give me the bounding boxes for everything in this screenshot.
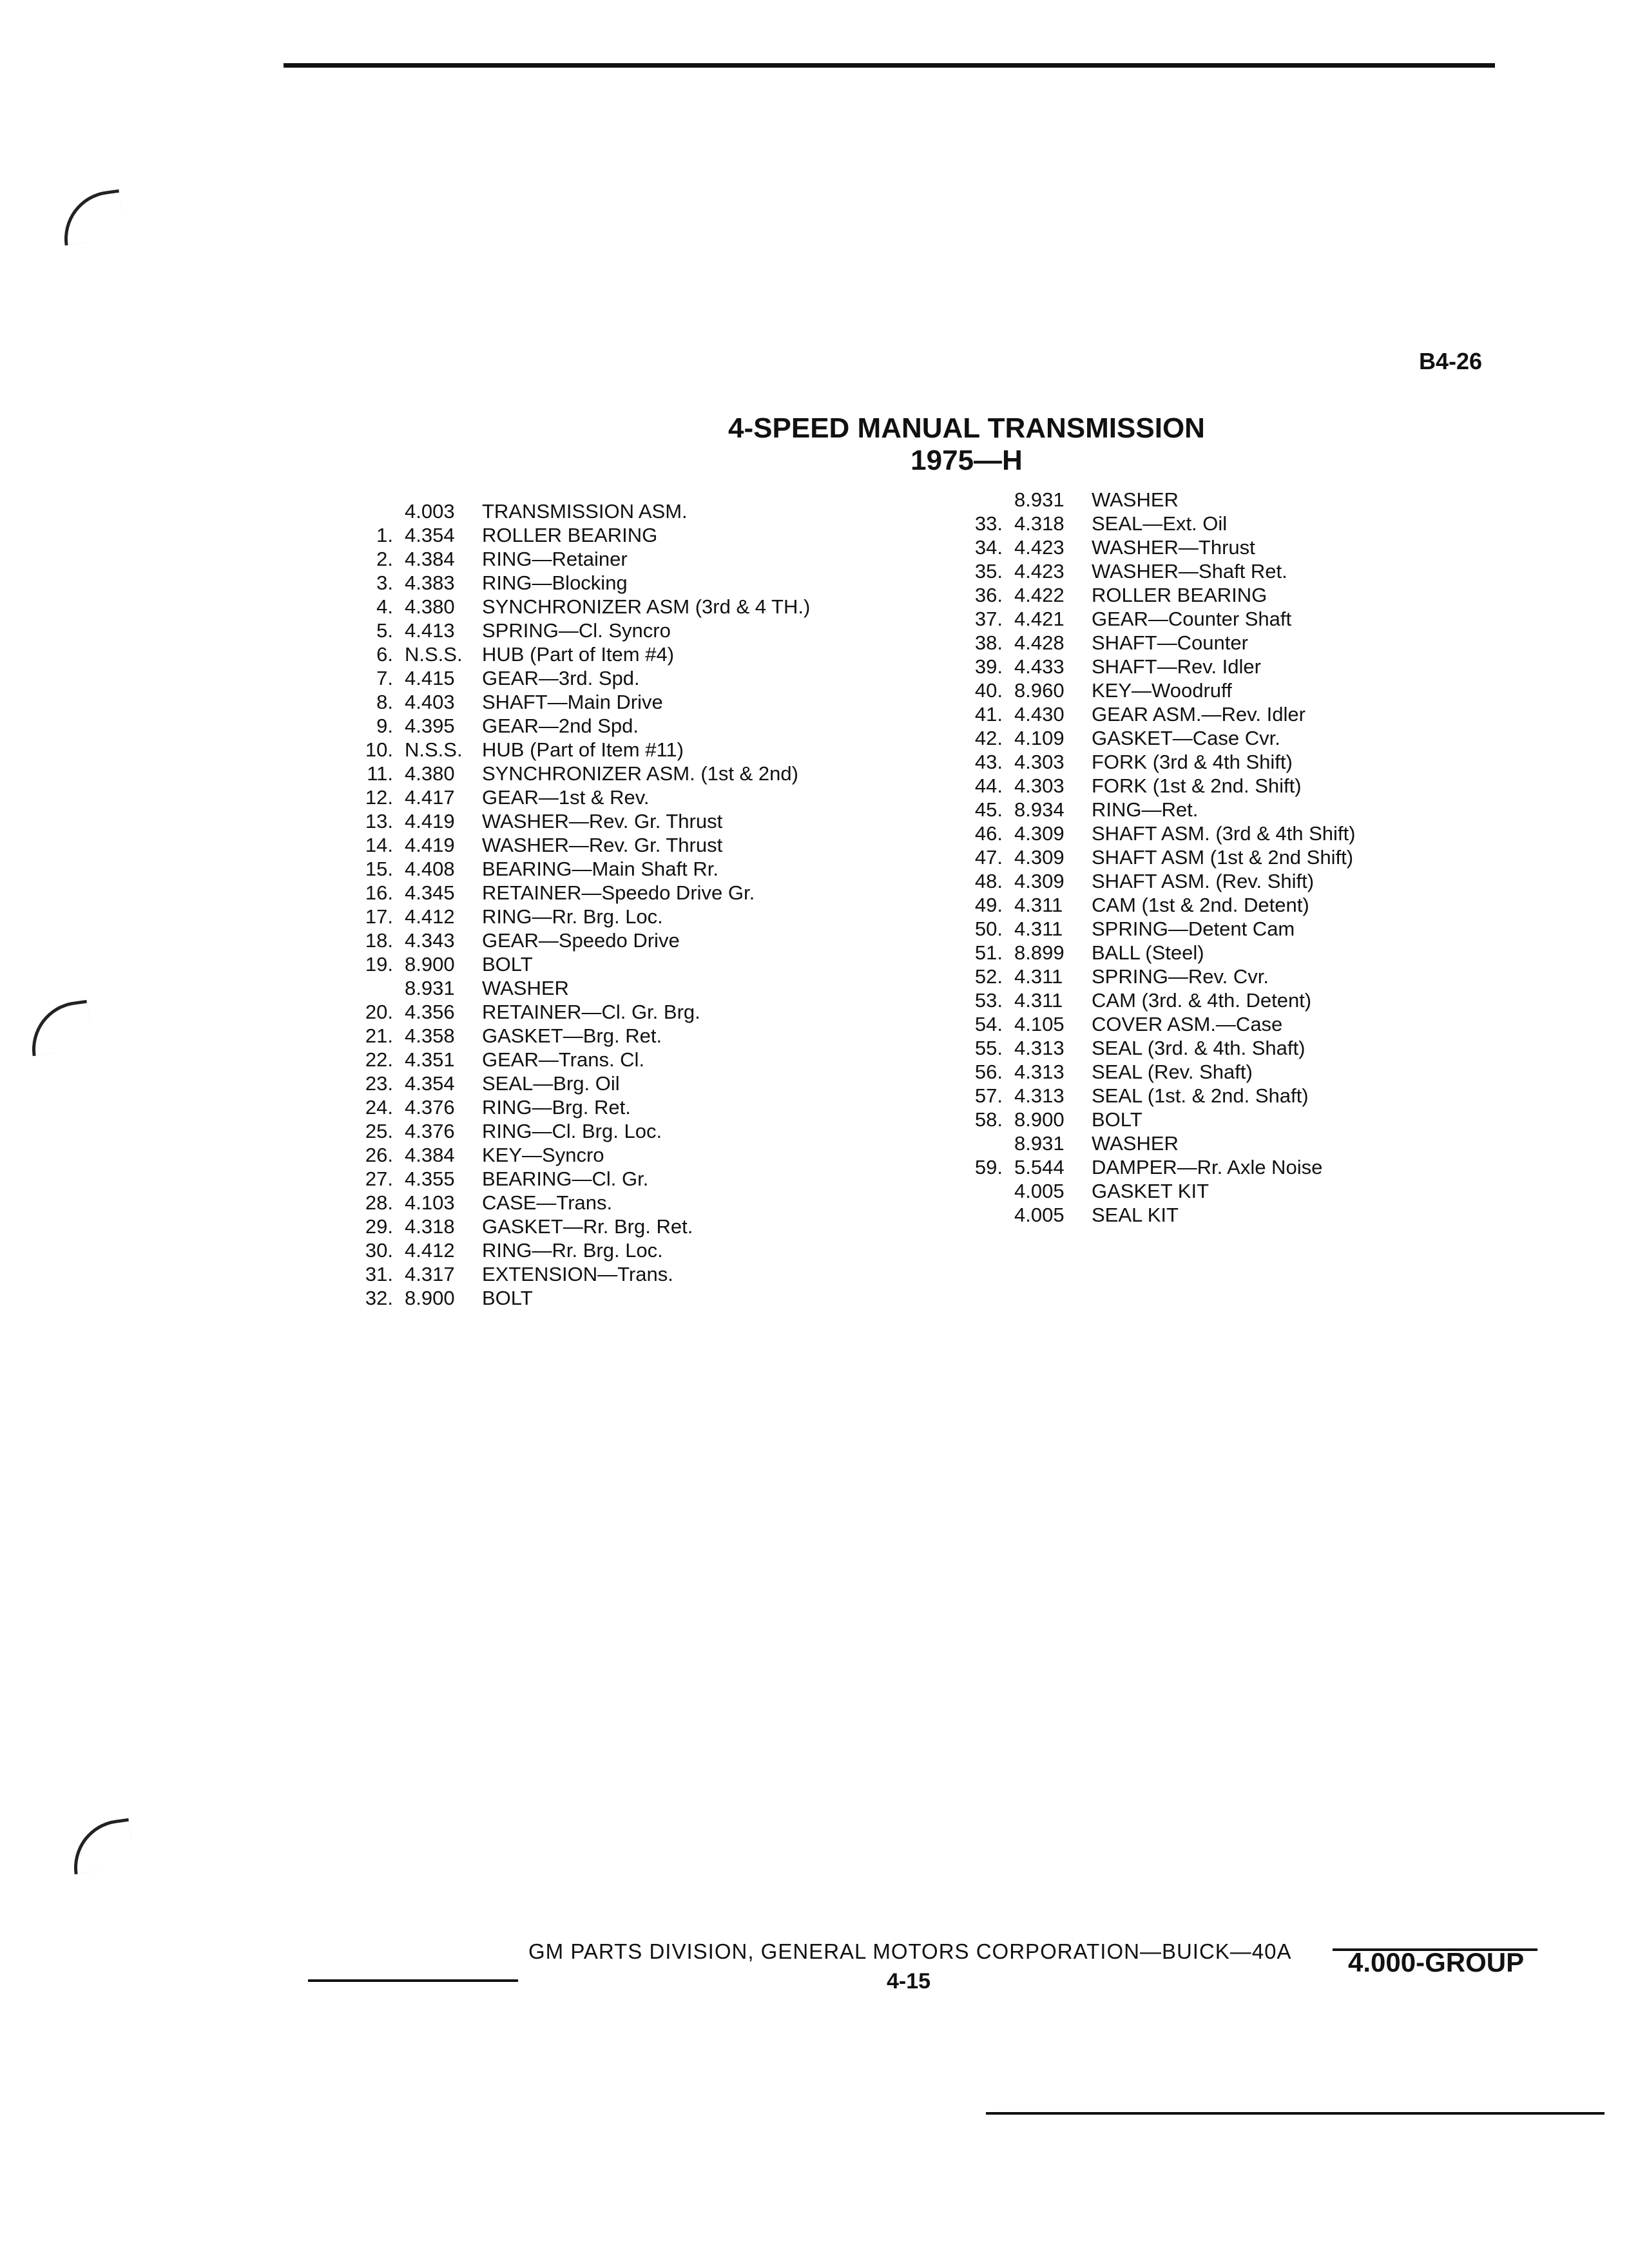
part-item-number [335, 499, 405, 523]
part-item-number: 18. [365, 929, 393, 952]
part-description: FORK (3rd & 4th Shift) [1092, 751, 1293, 773]
part-description: GEAR—1st & Rev. [482, 786, 650, 809]
part-item-number [945, 488, 1014, 512]
part-group-code: 4.423 [1014, 560, 1065, 582]
part-item-number: 23. [365, 1072, 393, 1095]
part-row [335, 1286, 810, 1310]
part-group-code: 4.303 [1014, 774, 1065, 797]
part-group-code: 4.356 [405, 1001, 455, 1023]
part-item-number: 36. [974, 584, 1003, 606]
part-row [335, 571, 810, 595]
part-row [945, 488, 1355, 512]
part-group-code: 4.428 [1014, 631, 1065, 654]
part-row [335, 642, 810, 666]
part-row [335, 714, 810, 738]
part-row [945, 774, 1355, 798]
part-item-number: 55. [974, 1037, 1003, 1059]
part-description: RETAINER—Cl. Gr. Brg. [482, 1001, 700, 1023]
part-description: SEAL (Rev. Shaft) [1092, 1061, 1253, 1083]
bottom-rule [986, 2112, 1605, 2115]
part-group-code: 4.408 [405, 858, 455, 880]
part-group-code: 8.931 [1014, 1132, 1065, 1155]
part-group-code: 4.311 [1014, 918, 1063, 940]
part-item-number: 35. [974, 560, 1003, 582]
part-row [335, 1000, 810, 1024]
part-group-code: 8.900 [1014, 1108, 1065, 1131]
part-group-code: 4.005 [1014, 1180, 1065, 1202]
part-description: DAMPER—Rr. Axle Noise [1092, 1156, 1323, 1178]
part-description: SYNCHRONIZER ASM (3rd & 4 TH.) [482, 595, 811, 618]
part-description: SPRING—Rev. Cvr. [1092, 965, 1269, 988]
part-group-code: 4.313 [1014, 1037, 1065, 1059]
part-group-code: 4.309 [1014, 870, 1065, 892]
part-description: CAM (3rd. & 4th. Detent) [1092, 989, 1312, 1012]
part-group-code: N.S.S. [405, 643, 463, 666]
part-description: ROLLER BEARING [1092, 584, 1268, 606]
top-rule [284, 63, 1495, 68]
part-description: SEAL (1st. & 2nd. Shaft) [1092, 1084, 1309, 1107]
part-group-code: 4.311 [1014, 989, 1063, 1012]
part-description: GEAR—2nd Spd. [482, 715, 639, 737]
part-item-number: 56. [974, 1061, 1003, 1083]
part-description: BOLT [482, 1287, 533, 1309]
part-row [945, 607, 1355, 631]
part-description: SEAL (3rd. & 4th. Shaft) [1092, 1037, 1306, 1059]
part-group-code: 4.105 [1014, 1013, 1065, 1035]
part-item-number: 39. [974, 655, 1003, 678]
part-row [945, 512, 1355, 535]
part-group-code: 4.309 [1014, 822, 1065, 845]
part-group-code: 4.395 [405, 715, 455, 737]
part-description: SPRING—Cl. Syncro [482, 619, 671, 642]
part-item-number: 29. [365, 1215, 393, 1238]
part-item-number: 17. [365, 905, 393, 928]
part-description: SHAFT ASM (1st & 2nd Shift) [1092, 846, 1354, 869]
page-id: B4-26 [1419, 348, 1483, 374]
part-item-number: 27. [365, 1168, 393, 1190]
part-group-code: 4.423 [1014, 536, 1065, 559]
part-group-code: 4.313 [1014, 1084, 1065, 1107]
part-row [945, 869, 1355, 893]
part-description: SPRING—Detent Cam [1092, 918, 1295, 940]
part-row [945, 798, 1355, 822]
part-description: SEAL—Brg. Oil [482, 1072, 620, 1095]
part-item-number: 28. [365, 1191, 393, 1214]
part-item-number [945, 1131, 1014, 1155]
part-description: SYNCHRONIZER ASM. (1st & 2nd) [482, 762, 798, 785]
part-description: FORK (1st & 2nd. Shift) [1092, 774, 1302, 797]
part-group-code: 4.351 [405, 1048, 455, 1071]
part-item-number: 45. [974, 798, 1003, 821]
page-subtitle: 1975—H [911, 445, 1023, 476]
part-description: SEAL KIT [1092, 1204, 1179, 1226]
part-group-code: 4.343 [405, 929, 455, 952]
part-item-number: 44. [974, 774, 1003, 797]
part-description: GEAR ASM.—Rev. Idler [1092, 703, 1306, 726]
part-row [945, 822, 1355, 845]
part-group-code: 4.309 [1014, 846, 1065, 869]
part-description: SEAL—Ext. Oil [1092, 512, 1228, 535]
part-item-number [335, 976, 405, 1000]
part-group-code: 4.355 [405, 1168, 455, 1190]
part-description: CAM (1st & 2nd. Detent) [1092, 894, 1309, 916]
part-description: GEAR—Speedo Drive [482, 929, 680, 952]
part-group-code: 4.380 [405, 595, 455, 618]
part-row [945, 702, 1355, 726]
part-row [335, 1048, 810, 1072]
part-row [335, 1215, 810, 1238]
part-item-number: 57. [974, 1084, 1003, 1107]
part-group-code: 4.403 [405, 691, 455, 713]
part-row [335, 1095, 810, 1119]
part-item-number: 34. [974, 536, 1003, 559]
part-description: WASHER [1092, 488, 1179, 511]
part-row [335, 833, 810, 857]
part-item-number: 6. [376, 643, 393, 666]
part-item-number: 15. [365, 858, 393, 880]
part-item-number: 7. [376, 667, 393, 689]
part-item-number: 4. [376, 595, 393, 618]
part-group-code: 4.303 [1014, 751, 1065, 773]
part-group-code: 4.413 [405, 619, 455, 642]
part-item-number: 5. [376, 619, 393, 642]
part-group-code: 4.421 [1014, 608, 1065, 630]
part-description: SHAFT—Main Drive [482, 691, 663, 713]
part-group-code: 4.003 [405, 500, 455, 523]
part-item-number: 10. [365, 738, 393, 761]
part-group-code: 4.345 [405, 881, 455, 904]
part-description: HUB (Part of Item #4) [482, 643, 675, 666]
part-group-code: 5.544 [1014, 1156, 1065, 1178]
part-row [945, 583, 1355, 607]
part-item-number: 50. [974, 918, 1003, 940]
part-item-number: 53. [974, 989, 1003, 1012]
part-description: EXTENSION—Trans. [482, 1263, 673, 1285]
part-item-number: 47. [974, 846, 1003, 869]
part-row [335, 619, 810, 642]
part-row [945, 965, 1355, 988]
part-description: RING—Retainer [482, 548, 628, 570]
parts-list-left [335, 499, 810, 1310]
parts-list-right [945, 488, 1355, 1227]
part-description: GASKET—Rr. Brg. Ret. [482, 1215, 693, 1238]
part-group-code: 8.900 [405, 1287, 455, 1309]
part-row [945, 750, 1355, 774]
part-row [335, 1238, 810, 1262]
part-group-code: N.S.S. [405, 738, 463, 761]
part-row [335, 881, 810, 905]
part-row [335, 595, 810, 619]
part-group-code: 4.005 [1014, 1204, 1065, 1226]
part-description: BEARING—Main Shaft Rr. [482, 858, 718, 880]
part-row [335, 1262, 810, 1286]
part-description: SHAFT ASM. (Rev. Shift) [1092, 870, 1315, 892]
part-group-code: 4.317 [405, 1263, 455, 1285]
part-item-number: 51. [974, 941, 1003, 964]
footer-group-label: 4.000-GROUP [1348, 1947, 1525, 1977]
part-description: RING—Rr. Brg. Loc. [482, 1239, 663, 1262]
part-description: GASKET—Case Cvr. [1092, 727, 1280, 749]
part-item-number: 46. [974, 822, 1003, 845]
part-row [335, 1191, 810, 1215]
part-group-code: 4.358 [405, 1024, 455, 1047]
part-row [335, 976, 810, 1000]
part-item-number: 40. [974, 679, 1003, 702]
part-description: HUB (Part of Item #11) [482, 738, 684, 761]
part-group-code: 4.376 [405, 1120, 455, 1142]
part-item-number: 32. [365, 1287, 393, 1309]
part-description: GEAR—3rd. Spd. [482, 667, 640, 689]
part-description: TRANSMISSION ASM. [482, 500, 688, 523]
part-row [945, 559, 1355, 583]
part-group-code: 4.311 [1014, 965, 1063, 988]
part-row [945, 655, 1355, 678]
part-description: GEAR—Trans. Cl. [482, 1048, 645, 1071]
part-row [945, 893, 1355, 917]
part-item-number: 42. [974, 727, 1003, 749]
part-row [945, 1155, 1355, 1179]
part-group-code: 4.313 [1014, 1061, 1065, 1083]
part-row [335, 1119, 810, 1143]
part-row [335, 547, 810, 571]
part-group-code: 4.384 [405, 548, 455, 570]
part-description: BOLT [1092, 1108, 1142, 1131]
footer-publisher: GM PARTS DIVISION, GENERAL MOTORS CORPORATION—BUICK—40A [528, 1939, 1292, 1963]
part-item-number: 33. [974, 512, 1003, 535]
part-row [945, 1012, 1355, 1036]
part-description: RETAINER—Speedo Drive Gr. [482, 881, 755, 904]
part-item-number: 9. [376, 715, 393, 737]
part-row [945, 845, 1355, 869]
part-group-code: 8.960 [1014, 679, 1065, 702]
part-description: COVER ASM.—Case [1092, 1013, 1283, 1035]
part-group-code: 4.384 [405, 1144, 455, 1166]
part-group-code: 4.419 [405, 810, 455, 832]
part-item-number: 38. [974, 631, 1003, 654]
part-item-number: 11. [367, 762, 393, 785]
part-description: WASHER [482, 977, 569, 999]
part-group-code: 4.311 [1014, 894, 1063, 916]
part-group-code: 4.415 [405, 667, 455, 689]
part-item-number: 1. [376, 524, 393, 546]
part-description: WASHER—Shaft Ret. [1092, 560, 1287, 582]
part-group-code: 4.412 [405, 905, 455, 928]
part-item-number: 31. [365, 1263, 393, 1285]
part-group-code: 4.103 [405, 1191, 455, 1214]
part-description: BALL (Steel) [1092, 941, 1204, 964]
part-row [335, 1024, 810, 1048]
part-description: SHAFT—Counter [1092, 631, 1248, 654]
part-row [945, 631, 1355, 655]
part-description: WASHER—Rev. Gr. Thrust [482, 834, 723, 856]
part-row [335, 1143, 810, 1167]
part-row [335, 1167, 810, 1191]
part-item-number: 19. [365, 953, 393, 975]
part-row [945, 726, 1355, 750]
part-row [945, 1036, 1355, 1060]
part-row [945, 1108, 1355, 1131]
page-title: 4-SPEED MANUAL TRANSMISSION [728, 412, 1205, 444]
part-row [335, 928, 810, 952]
part-group-code: 4.318 [1014, 512, 1065, 535]
part-item-number: 12. [365, 786, 393, 809]
part-row [945, 917, 1355, 941]
binder-hole-mark [26, 1000, 93, 1056]
part-row [945, 1179, 1355, 1203]
part-item-number: 30. [365, 1239, 393, 1262]
part-item-number: 21. [365, 1024, 393, 1047]
part-description: RING—Blocking [482, 572, 628, 594]
part-description: SHAFT ASM. (3rd & 4th Shift) [1092, 822, 1356, 845]
part-row [945, 535, 1355, 559]
part-item-number: 16. [365, 881, 393, 904]
part-item-number: 20. [365, 1001, 393, 1023]
part-row [945, 988, 1355, 1012]
part-description: GASKET—Brg. Ret. [482, 1024, 662, 1047]
part-item-number: 37. [974, 608, 1003, 630]
part-row [945, 941, 1355, 965]
part-group-code: 4.354 [405, 1072, 455, 1095]
part-row [335, 1072, 810, 1095]
part-item-number: 48. [974, 870, 1003, 892]
part-row [945, 1060, 1355, 1084]
part-group-code: 4.318 [405, 1215, 455, 1238]
part-item-number [945, 1203, 1014, 1227]
binder-hole-mark [68, 1818, 135, 1874]
part-item-number: 54. [974, 1013, 1003, 1035]
part-item-number: 58. [974, 1108, 1003, 1131]
part-description: BOLT [482, 953, 533, 975]
part-group-code: 4.433 [1014, 655, 1065, 678]
part-row [945, 678, 1355, 702]
part-description: GASKET KIT [1092, 1180, 1210, 1202]
part-row [945, 1203, 1355, 1227]
part-group-code: 8.931 [405, 977, 455, 999]
part-row [335, 690, 810, 714]
part-row [335, 499, 810, 523]
part-item-number: 41. [974, 703, 1003, 726]
part-description: KEY—Woodruff [1092, 679, 1232, 702]
part-group-code: 4.430 [1014, 703, 1065, 726]
part-description: GEAR—Counter Shaft [1092, 608, 1292, 630]
part-item-number: 25. [365, 1120, 393, 1142]
part-group-code: 4.109 [1014, 727, 1065, 749]
part-group-code: 4.380 [405, 762, 455, 785]
part-group-code: 4.354 [405, 524, 455, 546]
footer-page-number: 4-15 [887, 1969, 931, 1994]
part-item-number: 24. [365, 1096, 393, 1119]
part-description: KEY—Syncro [482, 1144, 604, 1166]
part-group-code: 8.899 [1014, 941, 1065, 964]
binder-hole-mark [58, 189, 126, 245]
part-group-code: 4.376 [405, 1096, 455, 1119]
part-group-code: 4.383 [405, 572, 455, 594]
part-row [335, 523, 810, 547]
part-item-number: 3. [376, 572, 393, 594]
part-description: WASHER—Thrust [1092, 536, 1255, 559]
part-row [335, 666, 810, 690]
part-row [335, 738, 810, 762]
part-description: CASE—Trans. [482, 1191, 613, 1214]
part-item-number: 13. [365, 810, 393, 832]
part-row [335, 905, 810, 928]
part-description: ROLLER BEARING [482, 524, 658, 546]
part-item-number: 22. [365, 1048, 393, 1071]
part-description: RING—Rr. Brg. Loc. [482, 905, 663, 928]
part-description: BEARING—Cl. Gr. [482, 1168, 649, 1190]
part-group-code: 4.417 [405, 786, 455, 809]
part-group-code: 8.931 [1014, 488, 1065, 511]
part-row [335, 762, 810, 785]
part-row [335, 857, 810, 881]
footer-rule-left [308, 1979, 518, 1982]
part-description: SHAFT—Rev. Idler [1092, 655, 1261, 678]
part-item-number: 59. [974, 1156, 1003, 1178]
part-group-code: 4.412 [405, 1239, 455, 1262]
part-item-number: 14. [365, 834, 393, 856]
part-group-code: 4.422 [1014, 584, 1065, 606]
part-row [335, 785, 810, 809]
part-group-code: 8.934 [1014, 798, 1065, 821]
part-description: RING—Ret. [1092, 798, 1199, 821]
part-description: RING—Cl. Brg. Loc. [482, 1120, 662, 1142]
part-item-number [945, 1179, 1014, 1203]
part-row [335, 952, 810, 976]
part-item-number: 26. [365, 1144, 393, 1166]
part-row [945, 1084, 1355, 1108]
part-group-code: 4.419 [405, 834, 455, 856]
part-item-number: 52. [974, 965, 1003, 988]
part-item-number: 8. [376, 691, 393, 713]
part-row [945, 1131, 1355, 1155]
part-description: WASHER [1092, 1132, 1179, 1155]
part-item-number: 49. [974, 894, 1003, 916]
part-item-number: 2. [376, 548, 393, 570]
part-item-number: 43. [974, 751, 1003, 773]
part-row [335, 809, 810, 833]
part-description: WASHER—Rev. Gr. Thrust [482, 810, 723, 832]
part-description: RING—Brg. Ret. [482, 1096, 631, 1119]
part-group-code: 8.900 [405, 953, 455, 975]
